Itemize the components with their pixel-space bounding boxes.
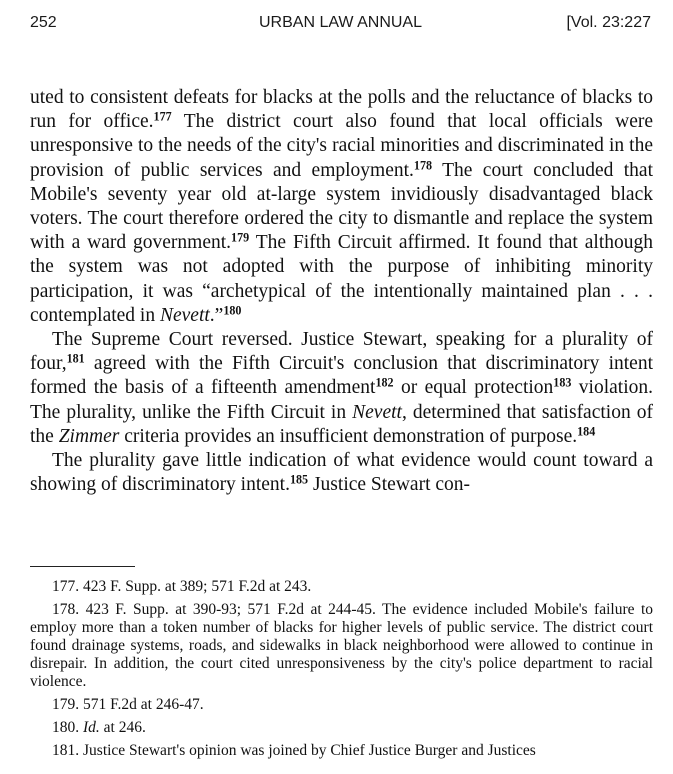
footnote-ref-178[interactable]: 178: [413, 157, 433, 172]
footnote-ref-179[interactable]: 179: [231, 230, 250, 245]
footnote-ref-182[interactable]: 182: [375, 375, 394, 390]
case-name-nevett: Nevett: [159, 304, 210, 326]
footnote-ref-183[interactable]: 183: [553, 375, 572, 390]
footnote-178: 178. 423 F. Supp. at 390-93; 571 F.2d at 244-45. The evidence included Mobile's failure to employ more than a token number of blacks for higher levels of public service. The district court found drainage systems, roads, and sidewalks in black neighborhood were allowed to continue in disrepair. In addition, the court cited unresponsiveness by the city's police department to racial violence.: [30, 601, 653, 690]
footnote-180: 180. Id. at 246.: [52, 719, 146, 736]
paragraph-1: uted to consistent defeats for blacks at the polls and the reluctance of blacks to run for office.$^{177}$ The district court also found that local officials were unresponsive to the needs of the city's racial minorities and discriminated in the provision of public services and employment.$^{178}$ The court concluded that Mobile's seventy year old at-large system invidiously disadvantaged black voters. The court therefore ordered the city to dismantle and replace the system with a ward government.$^{179}$ The Fifth Circuit affirmed. It found that although the system was not adopted with the purpose of inhibiting minority participation, it was “archetypical of the intentionally maintained plan . . . contemplated in Nevett.”$^{180}$: [30, 87, 654, 326]
case-name-nevett: Nevett: [352, 401, 402, 423]
main-text: [30, 86, 653, 497]
footnotes: [30, 578, 653, 765]
footnote-181: 181. Justice Stewart's opinion was joined by Chief Justice Burger and Justices: [52, 742, 536, 759]
footnote-179: 179. 571 F.2d at 246-47.: [52, 696, 204, 713]
case-name-zimmer: Zimmer: [58, 425, 120, 447]
footnote-divider: [30, 566, 135, 567]
paragraph-2: The Supreme Court reversed. Justice Stewart, speaking for a plurality of four,$^{181}$ agreed with the Fifth Circuit's conclusion that discriminatory intent formed the basis of a fifteenth amendment$^{182}$ or equal protection$^{183}$ violation. The plurality, unlike the Fifth Circuit in Nevett, determined that satisfaction of the Zimmer criteria provides an insufficient demonstration of purpose.$^{184}$: [30, 329, 654, 447]
volume-citation: [Vol. 23:227: [566, 14, 651, 31]
footnote-ref-181[interactable]: 181: [66, 351, 85, 366]
page-number: 252: [30, 14, 57, 31]
paragraph-3: The plurality gave little indication of what evidence would count toward a showing of discriminatory intent.$^{185}$ Justice Stewart con-: [30, 450, 653, 496]
running-header: [30, 14, 651, 38]
footnote-ref-177[interactable]: 177: [153, 109, 172, 124]
footnote-ref-184[interactable]: 184: [577, 424, 596, 439]
footnote-ref-185[interactable]: 185: [289, 472, 309, 487]
footnote-ref-180[interactable]: 180: [223, 303, 242, 318]
journal-title: URBAN LAW ANNUAL: [259, 14, 422, 31]
footnote-177: 177. 423 F. Supp. at 389; 571 F.2d at 243.: [52, 578, 312, 595]
